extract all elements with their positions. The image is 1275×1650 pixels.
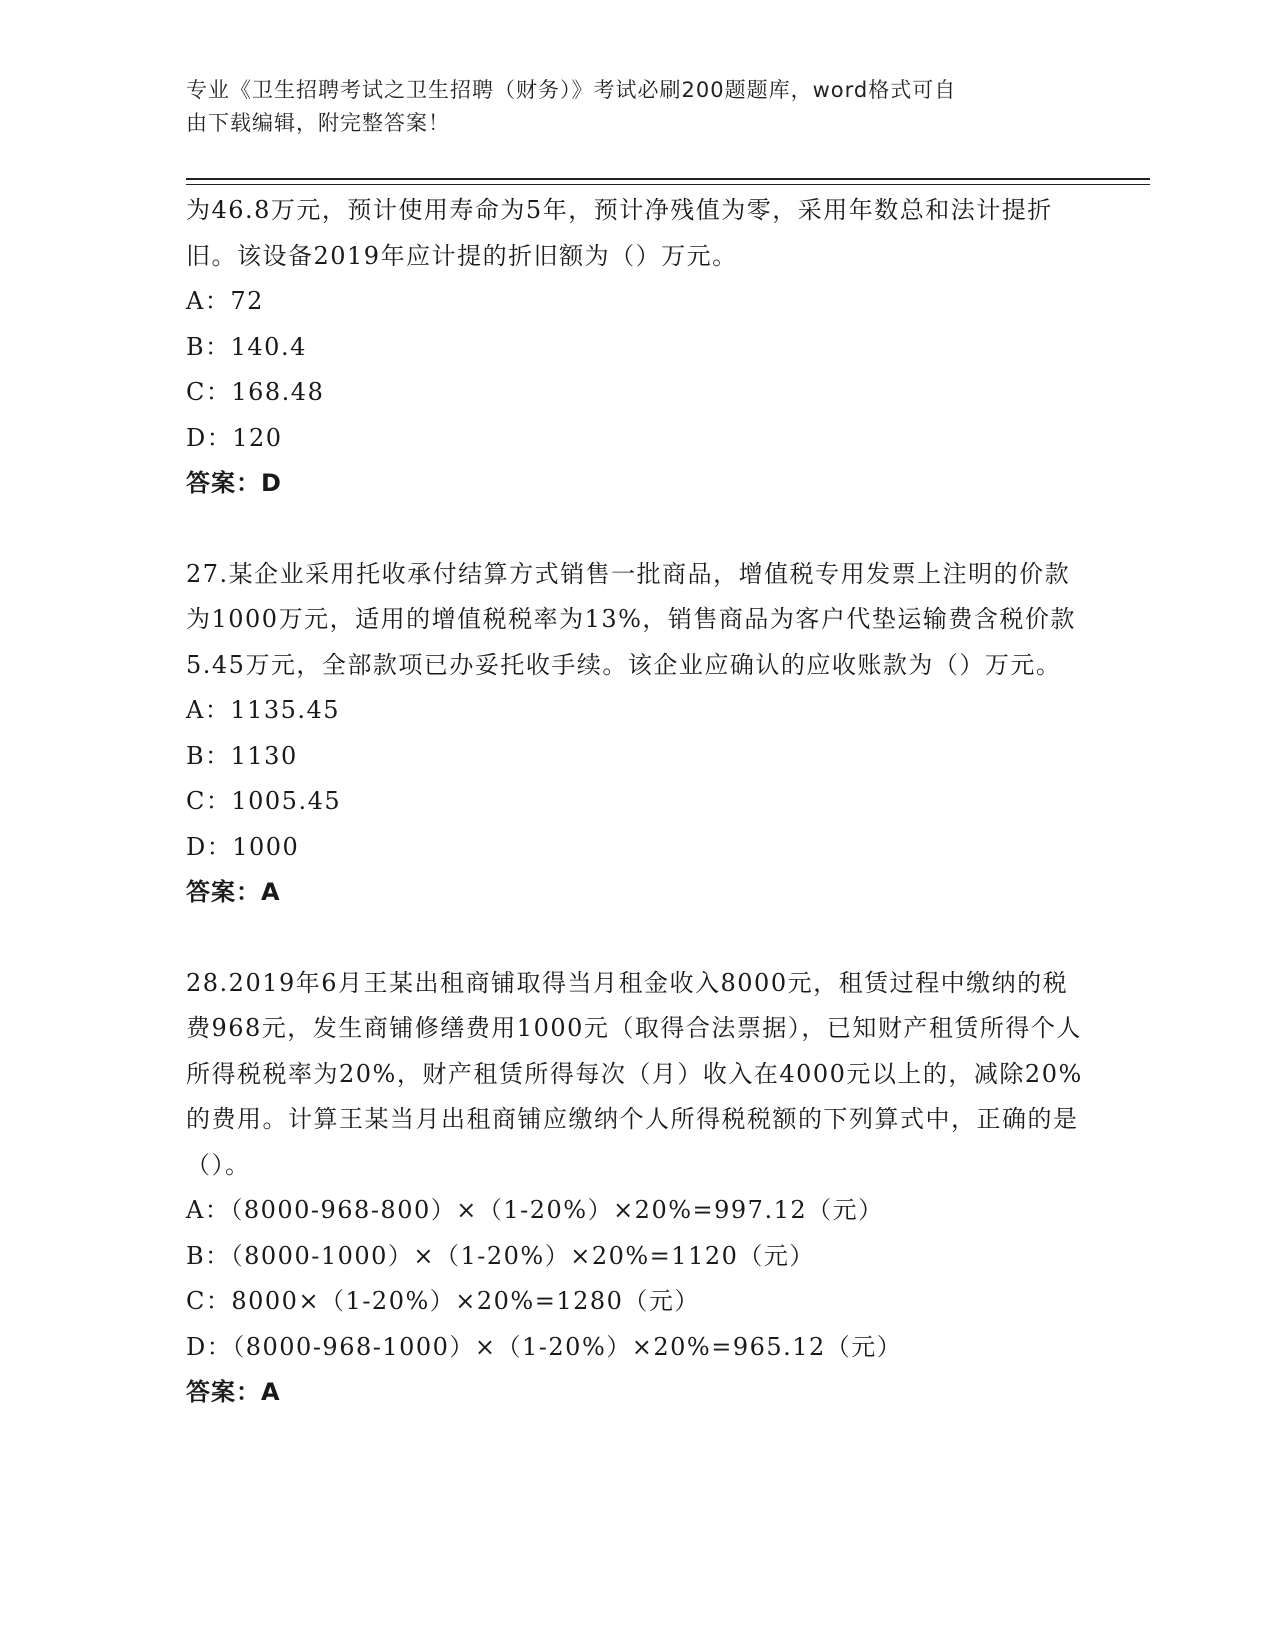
page-header: [186, 74, 1066, 140]
header-line-1: 专业《卫生招聘考试之卫生招聘（财务）》考试必刷200题题库，word格式可自: [186, 78, 957, 102]
option-d: D：1000: [186, 832, 300, 861]
question-text: 27.某企业采用托收承付结算方式销售一批商品，增值税专用发票上注明的价款为1000万元，适用的增值税税率为13%，销售商品为客户代垫运输费含税价款5.45万元，全部款项已办妥托收手续。该企业应确认的应收账款为（）万元。: [186, 559, 1076, 679]
option-d: D：120: [186, 423, 283, 452]
answer: 答案：A: [186, 1378, 281, 1406]
document-body: [186, 188, 1086, 1416]
answer: 答案：D: [186, 469, 282, 497]
option-b: B：140.4: [186, 332, 307, 361]
header-line-2: 由下载编辑，附完整答案！: [186, 111, 450, 135]
question-28: [186, 961, 1086, 1416]
option-c: C：1005.45: [186, 787, 342, 815]
option-a: A：72: [186, 287, 264, 315]
question-text: 28.2019年6月王某出租商铺取得当月租金收入8000元，租赁过程中缴纳的税费968元，发生商铺修缮费用1000元（取得合法票据），已知财产租赁所得个人所得税税率为20%，财产租赁所得每次（月）收入在4000元以上的，减除20%的费用。计算王某当月出租商铺应缴纳个人所得税税额的下列算式中，正确的是（）。: [186, 968, 1083, 1179]
option-b: B：（8000-1000）×（1-20%）×20%=1120（元）: [186, 1241, 815, 1270]
question-26: [186, 188, 1086, 507]
option-b: B：1130: [186, 741, 298, 770]
option-a: A：（8000-968-800）×（1-20%）×20%=997.12（元）: [186, 1196, 884, 1224]
option-c: C：8000×（1-20%）×20%=1280（元）: [186, 1287, 700, 1315]
question-27: [186, 552, 1086, 916]
header-rule-thick: [186, 178, 1150, 180]
header-rule-thin: [186, 184, 1150, 185]
option-c: C：168.48: [186, 378, 325, 406]
option-d: D：（8000-968-1000）×（1-20%）×20%=965.12（元）: [186, 1332, 903, 1361]
option-a: A：1135.45: [186, 696, 341, 724]
question-text: 为46.8万元，预计使用寿命为5年，预计净残值为零，采用年数总和法计提折旧。该设备2019年应计提的折旧额为（）万元。: [186, 196, 1053, 270]
answer: 答案：A: [186, 878, 281, 906]
